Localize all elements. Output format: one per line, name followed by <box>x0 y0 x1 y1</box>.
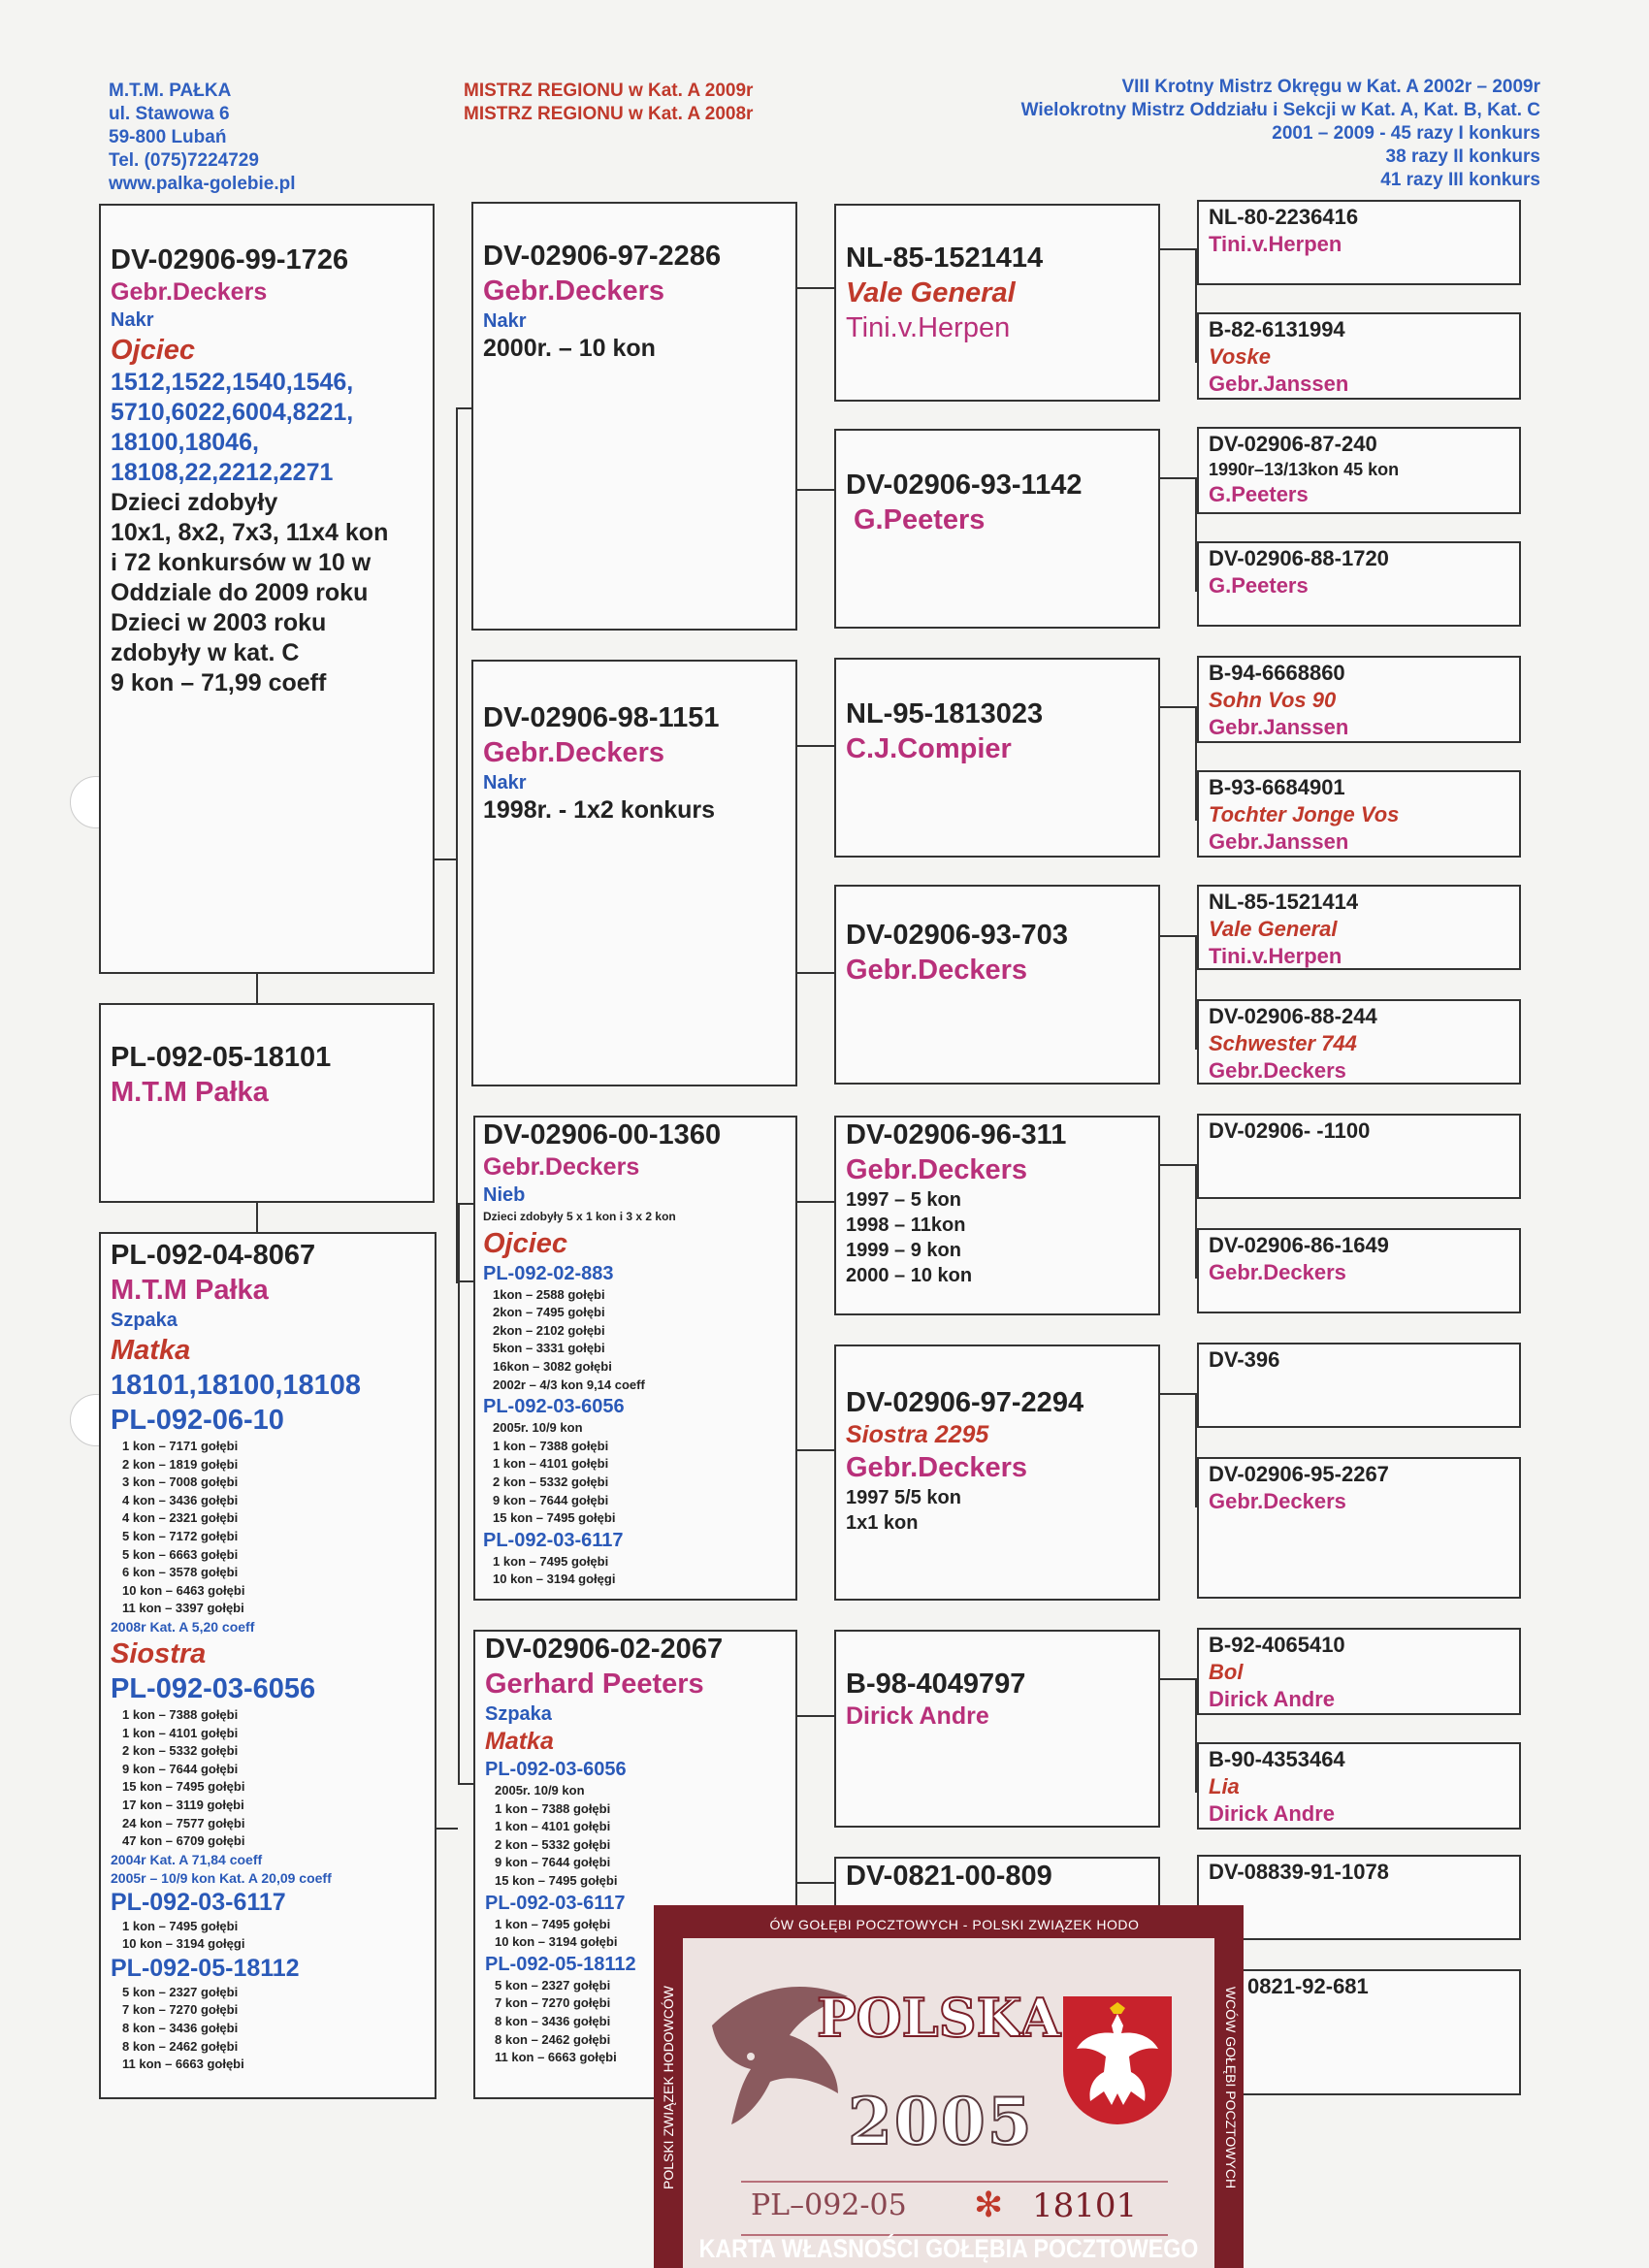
gp3-child-1-results <box>483 1286 788 1395</box>
gp4-child-2: PL-092-03-6117 <box>485 1892 626 1914</box>
gp3-child-3: PL-092-03-6117 <box>483 1529 624 1551</box>
gp3-child-1-results-line: 2002r – 4/3 kon 9,14 coeff <box>493 1377 645 1392</box>
g14-breeder: Dirick Andre <box>1209 1801 1336 1826</box>
mother-owner: M.T.M Pałka <box>111 1275 269 1306</box>
g5-name: Sohn Vos 90 <box>1209 688 1337 712</box>
mother-child-2-results-line: 24 kon – 7577 gołębi <box>122 1815 245 1831</box>
gp3-child-1-results-line: 2kon – 2102 gołębi <box>493 1322 605 1338</box>
father-color: Nakr <box>111 309 154 331</box>
g5-breeder: Gebr.Janssen <box>1209 715 1349 739</box>
ownership-card <box>654 1905 1244 2268</box>
g11-ring: DV-396 <box>1209 1347 1280 1372</box>
card-footer: KARTA WŁASNOŚCI GOŁĘBIA POCZTOWEGO <box>698 2234 1199 2263</box>
mother-child-1-results-line: 1 kon – 7171 gołębi <box>122 1439 239 1453</box>
g10-breeder: Gebr.Deckers <box>1209 1260 1346 1284</box>
father-notes-line: 10x1, 8x2, 7x3, 11x4 kon <box>111 519 389 546</box>
gp3-child-2-results-line: 1 kon – 4101 gołębi <box>493 1456 609 1472</box>
ggp5-results-line: 1998 – 11kon <box>846 1215 966 1236</box>
ggp4-ring: DV-02906-93-703 <box>846 920 1068 951</box>
mother-sister: Siostra <box>111 1637 207 1669</box>
father-box <box>99 204 435 974</box>
gp3-child-3-results <box>483 1553 788 1589</box>
mother-child-4: PL-092-05-18112 <box>111 1954 300 1982</box>
mother-child-4-results-line: 11 kon – 6663 gołębi <box>122 2057 244 2072</box>
card-star-icon: ✻ <box>974 2185 1004 2224</box>
g15-box <box>1197 1855 1521 1940</box>
g8-breeder: Gebr.Deckers <box>1209 1058 1346 1083</box>
gp4-child-3: PL-092-05-18112 <box>485 1953 636 1975</box>
g3-breeder: G.Peeters <box>1209 482 1309 506</box>
gp3-child-2-results <box>483 1419 788 1528</box>
mother-box <box>99 1232 436 2099</box>
ggp6-box <box>834 1345 1160 1601</box>
g6-ring: B-93-6684901 <box>1209 775 1345 799</box>
mother-child-1-results-line: 10 kon – 6463 gołębi <box>122 1582 245 1598</box>
mother-child-1-results-line: 11 kon – 3397 gołębi <box>122 1601 244 1616</box>
g13-breeder: Dirick Andre <box>1209 1687 1336 1711</box>
gp4-child-1-results-line: 1 kon – 7388 gołębi <box>495 1800 611 1816</box>
father-notes-line: zdobyły w kat. C <box>111 639 300 666</box>
father-notes-line: Dzieci zdobyły <box>111 489 278 516</box>
g5-ring: B-94-6668860 <box>1209 661 1345 685</box>
card-ring-prefix: PL–092-05 <box>751 2188 907 2222</box>
breeder-address-line: ul. Stawowa 6 <box>109 104 230 124</box>
gp3-child-1: PL-092-02-883 <box>483 1262 614 1284</box>
g1-breeder: Tini.v.Herpen <box>1209 232 1342 256</box>
ggp6-results <box>846 1485 1148 1536</box>
g5-box <box>1197 656 1521 743</box>
gp4-child-3-results-line: 8 kon – 2462 gołębi <box>495 2031 611 2047</box>
mother-child-4-results-line: 8 kon – 3436 gołębi <box>122 2021 239 2036</box>
eagle-icon <box>1063 1996 1172 2124</box>
g10-ring: DV-02906-86-1649 <box>1209 1233 1389 1257</box>
ggp8-ring: DV-0821-00-809 <box>846 1861 1052 1892</box>
mother-child-numbers: 18101,18100,18108 <box>111 1370 362 1401</box>
card-country: POLSKA <box>817 1987 1061 2049</box>
gp1-color: Nakr <box>483 310 527 332</box>
g4-box <box>1197 541 1521 627</box>
gp3-color: Nieb <box>483 1184 526 1206</box>
gp4-child-1: PL-092-03-6056 <box>485 1759 627 1780</box>
breeder-address <box>109 80 296 196</box>
g9-box <box>1197 1114 1521 1199</box>
gp1-breeder: Gebr.Deckers <box>483 275 665 307</box>
ggp5-results <box>846 1187 1148 1288</box>
mother-child-4-results-line: 8 kon – 2462 gołębi <box>122 2038 239 2054</box>
gp2-color: Nakr <box>483 772 527 794</box>
gp4-child-1-results-line: 15 kon – 7495 gołębi <box>495 1872 618 1888</box>
gp3-child-2-results-line: 15 kon – 7495 gołębi <box>493 1510 616 1526</box>
region-titles-line: MISTRZ REGIONU w Kat. A 2009r <box>464 81 754 101</box>
subject-box <box>99 1003 435 1203</box>
mother-child-2-results <box>111 1706 425 1851</box>
g14-box <box>1197 1742 1521 1830</box>
g9-ring: DV-02906- -1100 <box>1209 1118 1371 1143</box>
ggp6-name: Siostra 2295 <box>846 1421 989 1448</box>
father-notes <box>111 488 423 698</box>
championship-titles-line: 2001 – 2009 - 45 razy I konkurs <box>1272 123 1540 144</box>
ggp6-ring: DV-02906-97-2294 <box>846 1387 1084 1418</box>
mother-child-2-results-line: 9 kon – 7644 gołębi <box>122 1761 239 1776</box>
g1-ring: NL-80-2236416 <box>1209 205 1359 229</box>
gp3-breeder: Gebr.Deckers <box>483 1153 640 1181</box>
ggp4-box <box>834 885 1160 1085</box>
mother-child-2-results-line: 15 kon – 7495 gołębi <box>122 1779 245 1795</box>
mother-child-2-results-line: 2 kon – 5332 gołębi <box>122 1743 239 1759</box>
gp4-color: Szpaka <box>485 1703 552 1725</box>
gp3-child-3-results-line: 10 kon – 3194 gołęgi <box>493 1571 616 1587</box>
region-titles-line: MISTRZ REGIONU w Kat. A 2008r <box>464 104 754 124</box>
g6-breeder: Gebr.Janssen <box>1209 829 1349 854</box>
mother-child-1-results-line: 6 kon – 3578 gołębi <box>122 1565 239 1580</box>
ggp1-ring: NL-85-1521414 <box>846 243 1044 274</box>
mother-child-1-note: 2008r Kat. A 5,20 coeff <box>111 1618 255 1635</box>
g13-name: Bol <box>1209 1660 1244 1684</box>
father-notes-line: Dzieci w 2003 roku <box>111 609 327 636</box>
mother-child-2-results-line: 1 kon – 4101 gołębi <box>122 1725 239 1740</box>
mother-child-3: PL-092-03-6117 <box>111 1888 286 1916</box>
father-child-numbers-line: 18100,18046, <box>111 429 259 456</box>
g6-name: Tochter Jonge Vos <box>1209 802 1400 826</box>
mother-child-2-results-line: 1 kon – 7388 gołębi <box>122 1706 239 1722</box>
g8-box <box>1197 999 1521 1085</box>
father-breeder: Gebr.Deckers <box>111 278 268 306</box>
gp3-box <box>473 1116 797 1601</box>
father-notes-line: i 72 konkursów w 10 w <box>111 549 372 576</box>
father-child-numbers-line: 18108,22,2212,2271 <box>111 459 334 486</box>
g6-box <box>1197 770 1521 858</box>
mother-child-2-results-line: 47 kon – 6709 gołębi <box>122 1833 245 1849</box>
mother-ring: PL-092-04-8067 <box>111 1240 316 1271</box>
ggp2-breeder: G.Peeters <box>854 504 986 535</box>
g4-breeder: G.Peeters <box>1209 573 1309 598</box>
championship-titles <box>1021 76 1540 192</box>
gp1-box <box>471 202 797 631</box>
championship-titles-line: 38 razy II konkurs <box>1385 146 1540 167</box>
gp2-breeder: Gebr.Deckers <box>483 737 665 768</box>
g15-ring: DV-08839-91-1078 <box>1209 1860 1389 1884</box>
ggp3-box <box>834 658 1160 858</box>
ggp5-results-line: 1999 – 9 kon <box>846 1240 961 1261</box>
card-arc-text: ÓW GOŁĘBI POCZTOWYCH - POLSKI ZWIĄZEK HODO <box>769 1917 1140 1932</box>
gp4-ring: DV-02906-02-2067 <box>485 1634 724 1665</box>
gp4-child-3-results-line: 5 kon – 2327 gołębi <box>495 1977 611 1993</box>
g2-box <box>1197 312 1521 400</box>
ggp1-breeder: Tini.v.Herpen <box>846 312 1011 343</box>
mother-child-3-results-line: 10 kon – 3194 gołęgi <box>122 1936 245 1952</box>
g16-ring: 0821-92-681 <box>1247 1974 1369 1998</box>
subject-owner: M.T.M Pałka <box>111 1077 269 1108</box>
mother-child-4-results <box>111 1984 425 2074</box>
g8-name: Schwester 744 <box>1209 1031 1357 1055</box>
mother-child-2-results-line: 17 kon – 3119 gołębi <box>122 1797 244 1812</box>
gp4-child-1-results-line: 9 kon – 7644 gołębi <box>495 1855 611 1870</box>
ggp7-breeder: Dirick Andre <box>846 1702 989 1730</box>
father-role: Ojciec <box>111 335 196 366</box>
gp2-ring: DV-02906-98-1151 <box>483 702 720 733</box>
g16-box <box>1197 1969 1521 2095</box>
championship-titles-line: 41 razy III konkurs <box>1380 170 1540 190</box>
gp3-role: Ojciec <box>483 1227 568 1259</box>
gp4-child-2-results-line: 10 kon – 3194 gołębi <box>495 1934 618 1950</box>
gp4-child-3-results-line: 7 kon – 7270 gołębi <box>495 1995 611 2011</box>
ggp6-results-line: 1x1 kon <box>846 1512 919 1534</box>
gp4-role: Matka <box>485 1728 554 1755</box>
mother-child-1-results-line: 2 kon – 1819 gołębi <box>122 1456 239 1472</box>
mother-role: Matka <box>111 1335 191 1366</box>
gp3-child-3-results-line: 1 kon – 7495 gołębi <box>493 1553 609 1569</box>
mother-child-1-results-line: 3 kon – 7008 gołębi <box>122 1474 239 1490</box>
mother-child-1-results-line: 4 kon – 2321 gołębi <box>122 1510 239 1526</box>
g12-breeder: Gebr.Deckers <box>1209 1489 1346 1513</box>
g2-ring: B-82-6131994 <box>1209 317 1345 341</box>
g7-name: Vale General <box>1209 917 1338 941</box>
ggp5-breeder: Gebr.Deckers <box>846 1154 1028 1185</box>
g12-box <box>1197 1457 1521 1599</box>
gp3-child-2-results-line: 2005r. 10/9 kon <box>493 1420 583 1436</box>
ggp3-breeder: C.J.Compier <box>846 733 1012 764</box>
gp3-child-2-results-line: 1 kon – 7388 gołębi <box>493 1438 609 1453</box>
mother-child-1: PL-092-06-10 <box>111 1405 284 1436</box>
mother-child-2-note1: 2004r Kat. A 71,84 coeff <box>111 1851 263 1867</box>
card-left-side-text: POLSKI ZWIĄZEK HODOWCÓW <box>661 1986 676 2190</box>
gp2-note: 1998r. - 1x2 konkurs <box>483 796 716 824</box>
gp3-child-1-results-line: 2kon – 7495 gołębi <box>493 1305 605 1320</box>
g7-breeder: Tini.v.Herpen <box>1209 944 1342 968</box>
g7-ring: NL-85-1521414 <box>1209 890 1359 914</box>
g10-box <box>1197 1228 1521 1313</box>
gp4-child-1-results-line: 1 kon – 4101 gołębi <box>495 1819 611 1834</box>
ggp1-name: Vale General <box>846 277 1016 308</box>
g14-ring: B-90-4353464 <box>1209 1747 1345 1771</box>
ggp5-box <box>834 1116 1160 1315</box>
g11-box <box>1197 1343 1521 1428</box>
gp4-breeder: Gerhard Peeters <box>485 1669 704 1700</box>
card-year: 2005 <box>848 2084 1034 2159</box>
mother-child-2-note2: 2005r – 10/9 kon Kat. A 20,09 coeff <box>111 1869 332 1886</box>
ggp5-results-line: 2000 – 10 kon <box>846 1265 973 1286</box>
gp3-child-1-results-line: 1kon – 2588 gołębi <box>493 1286 605 1302</box>
ggp5-ring: DV-02906-96-311 <box>846 1119 1067 1150</box>
gp3-ring: DV-02906-00-1360 <box>483 1119 722 1150</box>
father-notes-line: Oddziale do 2009 roku <box>111 579 369 606</box>
mother-child-1-results-line: 5 kon – 7172 gołębi <box>122 1528 239 1543</box>
gp3-child-1-results-line: 5kon – 3331 gołębi <box>493 1341 605 1356</box>
gp3-child-2-results-line: 9 kon – 7644 gołębi <box>493 1492 609 1507</box>
g13-box <box>1197 1628 1521 1715</box>
breeder-address-line: Tel. (075)7224729 <box>109 150 259 171</box>
ggp1-box <box>834 204 1160 402</box>
gp4-child-1-results <box>485 1782 786 1891</box>
gp1-ring: DV-02906-97-2286 <box>483 241 722 272</box>
championship-titles-line: VIII Krotny Mistrz Okręgu w Kat. A 2002r – 2009r <box>1121 77 1540 97</box>
ggp7-ring: B-98-4049797 <box>846 1669 1026 1700</box>
mother-child-1-results-line: 5 kon – 6663 gołębi <box>122 1546 239 1562</box>
ggp2-box <box>834 429 1160 629</box>
father-child-numbers <box>111 368 423 488</box>
father-child-numbers-line: 5710,6022,6004,8221, <box>111 399 354 426</box>
mother-child-1-results <box>111 1438 425 1618</box>
mother-child-3-results <box>111 1918 425 1954</box>
g13-ring: B-92-4065410 <box>1209 1633 1345 1657</box>
father-child-numbers-line: 1512,1522,1540,1546, <box>111 369 354 396</box>
gp4-child-3-results-line: 8 kon – 3436 gołębi <box>495 2013 611 2028</box>
g2-breeder: Gebr.Janssen <box>1209 372 1349 396</box>
mother-child-4-results-line: 5 kon – 2327 gołębi <box>122 1984 239 1999</box>
g14-name: Lia <box>1209 1774 1240 1798</box>
ggp2-ring: DV-02906-93-1142 <box>846 470 1083 501</box>
g12-ring: DV-02906-95-2267 <box>1209 1462 1389 1486</box>
father-ring: DV-02906-99-1726 <box>111 244 349 275</box>
ggp5-results-line: 1997 – 5 kon <box>846 1189 961 1211</box>
gp4-child-2-results-line: 1 kon – 7495 gołębi <box>495 1916 611 1931</box>
mother-color: Szpaka <box>111 1310 178 1331</box>
card-eagle-emblem <box>1063 1996 1172 2124</box>
g3-box <box>1197 427 1521 514</box>
gp3-child-2: PL-092-03-6056 <box>483 1396 625 1418</box>
region-titles <box>464 80 753 126</box>
breeder-address-line: www.palka-golebie.pl <box>109 174 296 194</box>
ggp4-breeder: Gebr.Deckers <box>846 955 1028 986</box>
g3-ring: DV-02906-87-240 <box>1209 432 1377 456</box>
gp2-box <box>471 660 797 1086</box>
g7-box <box>1197 885 1521 970</box>
breeder-address-line: M.T.M. PAŁKA <box>109 81 232 101</box>
mother-child-1-results-line: 4 kon – 3436 gołębi <box>122 1492 239 1507</box>
ggp7-box <box>834 1630 1160 1828</box>
gp1-note: 2000r. – 10 kon <box>483 335 656 362</box>
father-notes-line: 9 kon – 71,99 coeff <box>111 669 327 697</box>
mother-child-2: PL-092-03-6056 <box>111 1672 316 1704</box>
g4-ring: DV-02906-88-1720 <box>1209 546 1389 570</box>
gp3-note: Dzieci zdobyły 5 x 1 kon i 3 x 2 kon <box>483 1210 676 1223</box>
ggp6-results-line: 1997 5/5 kon <box>846 1487 961 1508</box>
ownership-card-inner <box>683 1938 1214 2268</box>
ggp6-breeder: Gebr.Deckers <box>846 1452 1028 1483</box>
breeder-address-line: 59-800 Lubań <box>109 127 227 147</box>
mother-child-4-results-line: 7 kon – 7270 gołębi <box>122 2002 239 2018</box>
subject-ring: PL-092-05-18101 <box>111 1042 332 1073</box>
mother-child-3-results-line: 1 kon – 7495 gołębi <box>122 1918 239 1933</box>
g3-note: 1990r–13/13kon 45 kon <box>1209 460 1400 479</box>
gp4-child-1-results-line: 2 kon – 5332 gołębi <box>495 1836 611 1852</box>
g2-name: Voske <box>1209 344 1272 369</box>
gp3-child-1-results-line: 16kon – 3082 gołębi <box>493 1358 612 1374</box>
gp4-child-1-results-line: 2005r. 10/9 kon <box>495 1783 585 1798</box>
championship-titles-line: Wielokrotny Mistrz Oddziału i Sekcji w Kat. A, Kat. B, Kat. C <box>1020 100 1540 120</box>
card-right-side-text: WCÓW GOŁĘBI POCZTOWYCH <box>1223 1986 1239 2189</box>
gp4-child-3-results-line: 11 kon – 6663 gołębi <box>495 2050 617 2065</box>
g1-box <box>1197 200 1521 285</box>
gp3-child-2-results-line: 2 kon – 5332 gołębi <box>493 1474 609 1489</box>
g8-ring: DV-02906-88-244 <box>1209 1004 1377 1028</box>
ggp3-ring: NL-95-1813023 <box>846 698 1044 729</box>
card-ring-number: 18101 <box>1032 2187 1138 2225</box>
